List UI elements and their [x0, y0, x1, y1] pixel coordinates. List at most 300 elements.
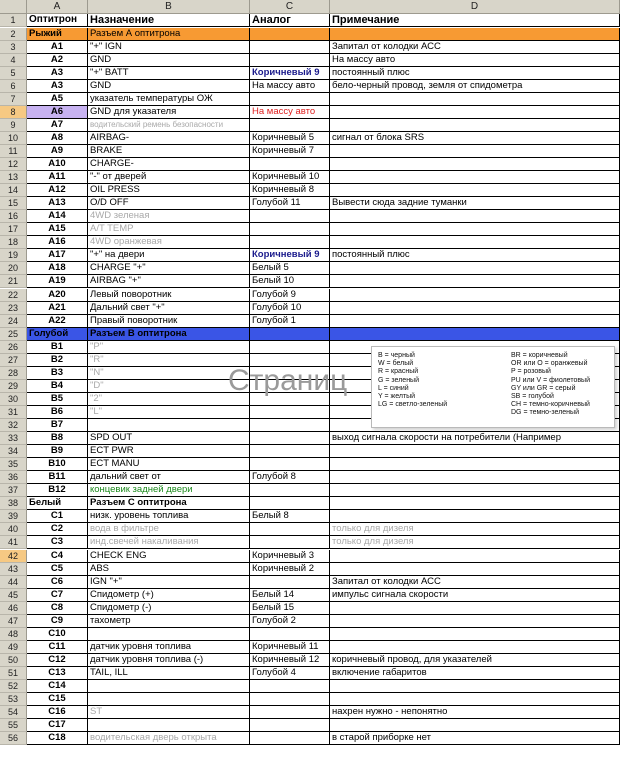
- row-header[interactable]: 7: [0, 93, 27, 106]
- analog-cell[interactable]: Голубой 4: [250, 667, 330, 680]
- pin-cell[interactable]: A17: [27, 249, 88, 262]
- analog-cell[interactable]: [250, 432, 330, 445]
- analog-cell[interactable]: [250, 523, 330, 536]
- row-header[interactable]: 37: [0, 484, 27, 497]
- note-cell[interactable]: [330, 106, 620, 119]
- legend-entry: P = розовый: [511, 368, 551, 376]
- row-header[interactable]: 1: [0, 14, 27, 27]
- pin-cell[interactable]: A12: [27, 184, 88, 197]
- purpose-cell[interactable]: CHECK ENG: [88, 550, 250, 563]
- analog-cell[interactable]: [250, 419, 330, 432]
- row-header[interactable]: 23: [0, 302, 27, 315]
- purpose-cell[interactable]: [88, 719, 250, 732]
- pin-cell[interactable]: A6: [27, 106, 88, 119]
- note-cell[interactable]: включение габаритов: [330, 667, 620, 680]
- analog-cell[interactable]: Голубой 8: [250, 471, 330, 484]
- row-header[interactable]: 52: [0, 680, 27, 693]
- pin-cell[interactable]: C10: [27, 628, 88, 641]
- row-header[interactable]: 54: [0, 706, 27, 719]
- header-analog[interactable]: Аналог: [250, 14, 330, 27]
- purpose-cell[interactable]: GND: [88, 80, 250, 93]
- note-cell[interactable]: в старой приборке нет: [330, 732, 620, 745]
- purpose-cell[interactable]: O/D OFF: [88, 197, 250, 210]
- row-header[interactable]: 38: [0, 497, 27, 510]
- purpose-cell[interactable]: Спидометр (+): [88, 589, 250, 602]
- purpose-cell[interactable]: TAIL, ILL: [88, 667, 250, 680]
- pin-cell[interactable]: B10: [27, 458, 88, 471]
- purpose-cell[interactable]: инд.свечей накаливания: [88, 536, 250, 549]
- purpose-cell[interactable]: "L": [88, 406, 250, 419]
- pin-cell[interactable]: A3: [27, 80, 88, 93]
- header-purpose[interactable]: Назначение: [88, 14, 250, 27]
- row-header[interactable]: 26: [0, 341, 27, 354]
- row-header[interactable]: 25: [0, 328, 27, 341]
- purpose-cell[interactable]: 4WD зеленая: [88, 210, 250, 223]
- table-row: [0, 432, 625, 445]
- purpose-cell[interactable]: [88, 628, 250, 641]
- row-header[interactable]: 44: [0, 576, 27, 589]
- purpose-cell[interactable]: A/T TEMP: [88, 223, 250, 236]
- analog-cell[interactable]: Белый 8: [250, 510, 330, 523]
- pin-cell[interactable]: A16: [27, 236, 88, 249]
- row-header[interactable]: 55: [0, 719, 27, 732]
- analog-cell[interactable]: [250, 693, 330, 706]
- legend-entry: B = черный: [378, 352, 415, 359]
- row-header[interactable]: 5: [0, 67, 27, 80]
- note-cell[interactable]: [330, 315, 620, 328]
- row-header[interactable]: 51: [0, 667, 27, 680]
- pin-cell[interactable]: B11: [27, 471, 88, 484]
- pin-cell[interactable]: B6: [27, 406, 88, 419]
- purpose-cell[interactable]: Разъем А оптитрона: [88, 28, 250, 41]
- row-header[interactable]: 50: [0, 654, 27, 667]
- table-row: [0, 106, 625, 119]
- note-cell[interactable]: [330, 550, 620, 563]
- analog-cell[interactable]: [250, 28, 330, 41]
- row-header[interactable]: 31: [0, 406, 27, 419]
- analog-cell[interactable]: [250, 54, 330, 67]
- legend-entry: L = синий: [378, 384, 409, 392]
- purpose-cell[interactable]: датчик уровня топлива: [88, 641, 250, 654]
- purpose-cell[interactable]: CHARGE-: [88, 158, 250, 171]
- purpose-cell[interactable]: низк. уровень топлива: [88, 510, 250, 523]
- note-cell[interactable]: постоянный плюс: [330, 249, 620, 262]
- purpose-cell[interactable]: концевик задней двери: [88, 484, 250, 497]
- row-header[interactable]: 43: [0, 563, 27, 576]
- note-cell[interactable]: [330, 223, 620, 236]
- note-cell[interactable]: [330, 641, 620, 654]
- analog-cell[interactable]: Коричневый 5: [250, 132, 330, 145]
- pin-cell[interactable]: C8: [27, 602, 88, 615]
- analog-cell[interactable]: Коричневый 9: [250, 67, 330, 80]
- analog-cell[interactable]: На массу авто: [250, 80, 330, 93]
- pin-cell[interactable]: A5: [27, 93, 88, 106]
- pin-cell[interactable]: B9: [27, 445, 88, 458]
- note-cell[interactable]: постоянный плюс: [330, 67, 620, 80]
- select-all-corner[interactable]: [0, 0, 27, 14]
- purpose-cell[interactable]: "-" от дверей: [88, 171, 250, 184]
- table-row: [0, 184, 625, 197]
- analog-cell[interactable]: Белый 14: [250, 589, 330, 602]
- row-header[interactable]: 45: [0, 589, 27, 602]
- analog-cell[interactable]: Голубой 1: [250, 315, 330, 328]
- pin-cell[interactable]: C16: [27, 706, 88, 719]
- purpose-cell[interactable]: [88, 680, 250, 693]
- pin-cell[interactable]: Рыжий: [27, 28, 88, 41]
- table-row: [0, 602, 625, 615]
- analog-cell[interactable]: Коричневый 11: [250, 641, 330, 654]
- row-header[interactable]: 46: [0, 602, 27, 615]
- pin-cell[interactable]: A21: [27, 302, 88, 315]
- note-cell[interactable]: [330, 497, 620, 510]
- analog-cell[interactable]: [250, 732, 330, 745]
- row-header[interactable]: 29: [0, 380, 27, 393]
- note-cell[interactable]: [330, 719, 620, 732]
- table-row: [0, 536, 625, 549]
- row-header[interactable]: 40: [0, 523, 27, 536]
- pin-cell[interactable]: C18: [27, 732, 88, 745]
- pin-cell[interactable]: A10: [27, 158, 88, 171]
- note-cell[interactable]: [330, 445, 620, 458]
- purpose-cell[interactable]: водительская дверь открыта: [88, 732, 250, 745]
- row-header[interactable]: 41: [0, 536, 27, 549]
- purpose-cell[interactable]: OIL PRESS: [88, 184, 250, 197]
- analog-cell[interactable]: [250, 458, 330, 471]
- pin-cell[interactable]: C13: [27, 667, 88, 680]
- analog-cell[interactable]: [250, 497, 330, 510]
- analog-cell[interactable]: Белый 5: [250, 262, 330, 275]
- analog-cell[interactable]: Коричневый 7: [250, 145, 330, 158]
- legend-entry: G = зеленый: [378, 376, 419, 384]
- note-cell[interactable]: [330, 158, 620, 171]
- row-header[interactable]: 32: [0, 419, 27, 432]
- row-header[interactable]: 13: [0, 171, 27, 184]
- row-header[interactable]: 34: [0, 445, 27, 458]
- row-header[interactable]: 49: [0, 641, 27, 654]
- pin-cell[interactable]: A14: [27, 210, 88, 223]
- note-cell[interactable]: [330, 328, 620, 341]
- pin-cell[interactable]: B12: [27, 484, 88, 497]
- analog-cell[interactable]: Голубой 11: [250, 197, 330, 210]
- pin-cell[interactable]: A3: [27, 67, 88, 80]
- purpose-cell[interactable]: дальний свет от: [88, 471, 250, 484]
- pin-cell[interactable]: C14: [27, 680, 88, 693]
- note-cell[interactable]: [330, 289, 620, 302]
- analog-cell[interactable]: [250, 719, 330, 732]
- note-cell[interactable]: [330, 602, 620, 615]
- table-row: [0, 223, 625, 236]
- purpose-cell[interactable]: Разъем С оптитрона: [88, 497, 250, 510]
- analog-cell[interactable]: Коричневый 12: [250, 654, 330, 667]
- pin-cell[interactable]: A15: [27, 223, 88, 236]
- pin-cell[interactable]: A20: [27, 289, 88, 302]
- analog-cell[interactable]: Коричневый 10: [250, 171, 330, 184]
- note-cell[interactable]: [330, 93, 620, 106]
- column-header-d[interactable]: D: [330, 0, 620, 14]
- pin-cell[interactable]: A8: [27, 132, 88, 145]
- note-cell[interactable]: На массу авто: [330, 54, 620, 67]
- purpose-cell[interactable]: IGN "+": [88, 576, 250, 589]
- purpose-cell[interactable]: 4WD оранжевая: [88, 236, 250, 249]
- color-legend-box[interactable]: [371, 346, 615, 428]
- purpose-cell[interactable]: AIRBAG-: [88, 132, 250, 145]
- purpose-cell[interactable]: "P": [88, 341, 250, 354]
- row-header[interactable]: 22: [0, 289, 27, 302]
- table-row: [0, 119, 625, 132]
- purpose-cell[interactable]: вода в фильтре: [88, 523, 250, 536]
- pin-cell[interactable]: A2: [27, 54, 88, 67]
- row-header[interactable]: 20: [0, 262, 27, 275]
- pin-cell[interactable]: B5: [27, 393, 88, 406]
- row-header[interactable]: 3: [0, 41, 27, 54]
- row-header[interactable]: 35: [0, 458, 27, 471]
- row-header[interactable]: 19: [0, 249, 27, 262]
- purpose-cell[interactable]: ABS: [88, 563, 250, 576]
- purpose-cell[interactable]: датчик уровня топлива (-): [88, 654, 250, 667]
- row-header[interactable]: 11: [0, 145, 27, 158]
- analog-cell[interactable]: [250, 576, 330, 589]
- legend-entry: BR = коричневый: [511, 352, 568, 359]
- note-cell[interactable]: [330, 184, 620, 197]
- note-cell[interactable]: сигнал от блока SRS: [330, 132, 620, 145]
- row-header[interactable]: 8: [0, 106, 27, 119]
- pin-cell[interactable]: C3: [27, 536, 88, 549]
- analog-cell[interactable]: [250, 484, 330, 497]
- analog-cell[interactable]: [250, 536, 330, 549]
- pin-cell[interactable]: C9: [27, 615, 88, 628]
- row-header[interactable]: 16: [0, 210, 27, 223]
- purpose-cell[interactable]: ECT PWR: [88, 445, 250, 458]
- note-cell[interactable]: [330, 236, 620, 249]
- pin-cell[interactable]: C12: [27, 654, 88, 667]
- purpose-cell[interactable]: BRAKE: [88, 145, 250, 158]
- purpose-cell[interactable]: "+" IGN: [88, 41, 250, 54]
- note-cell[interactable]: [330, 484, 620, 497]
- row-header[interactable]: 33: [0, 432, 27, 445]
- pin-cell[interactable]: B8: [27, 432, 88, 445]
- purpose-cell[interactable]: тахометр: [88, 615, 250, 628]
- pin-cell[interactable]: C15: [27, 693, 88, 706]
- row-header[interactable]: 4: [0, 54, 27, 67]
- pin-cell[interactable]: C5: [27, 563, 88, 576]
- note-cell[interactable]: [330, 680, 620, 693]
- row-header[interactable]: 27: [0, 354, 27, 367]
- header-optitron[interactable]: Оптитрон: [27, 14, 88, 27]
- row-header[interactable]: 28: [0, 367, 27, 380]
- note-cell[interactable]: [330, 510, 620, 523]
- analog-cell[interactable]: [250, 706, 330, 719]
- row-header[interactable]: 17: [0, 223, 27, 236]
- purpose-cell[interactable]: "+" BATT: [88, 67, 250, 80]
- table-row: [0, 445, 625, 458]
- purpose-cell[interactable]: "+" на двери: [88, 249, 250, 262]
- pin-cell[interactable]: C7: [27, 589, 88, 602]
- row-header[interactable]: 15: [0, 197, 27, 210]
- purpose-cell[interactable]: Правый поворотник: [88, 315, 250, 328]
- pin-cell[interactable]: A18: [27, 262, 88, 275]
- note-cell[interactable]: [330, 615, 620, 628]
- note-cell[interactable]: Запитал от колодки АСС: [330, 576, 620, 589]
- pin-cell[interactable]: A7: [27, 119, 88, 132]
- table-row: [0, 93, 625, 106]
- row-header[interactable]: 24: [0, 315, 27, 328]
- row-header[interactable]: 2: [0, 28, 27, 41]
- analog-cell[interactable]: Коричневый 8: [250, 184, 330, 197]
- pin-cell[interactable]: C17: [27, 719, 88, 732]
- purpose-cell[interactable]: [88, 693, 250, 706]
- pin-cell[interactable]: C6: [27, 576, 88, 589]
- section-row: [0, 497, 625, 510]
- row-header[interactable]: 12: [0, 158, 27, 171]
- header-note[interactable]: Примечание: [330, 14, 620, 27]
- note-cell[interactable]: [330, 210, 620, 223]
- purpose-cell[interactable]: [88, 419, 250, 432]
- analog-cell[interactable]: Голубой 10: [250, 302, 330, 315]
- note-cell[interactable]: выход сигнала скорости на потребители (Например: [330, 432, 620, 445]
- pin-cell[interactable]: A9: [27, 145, 88, 158]
- table-row: [0, 145, 625, 158]
- purpose-cell[interactable]: "2": [88, 393, 250, 406]
- pin-cell[interactable]: C4: [27, 550, 88, 563]
- analog-cell[interactable]: Голубой 9: [250, 289, 330, 302]
- analog-cell[interactable]: [250, 341, 330, 354]
- analog-cell[interactable]: Белый 15: [250, 602, 330, 615]
- purpose-cell[interactable]: AIRBAG "+": [88, 275, 250, 288]
- note-cell[interactable]: коричневый провод, для указателей: [330, 654, 620, 667]
- purpose-cell[interactable]: "D": [88, 380, 250, 393]
- purpose-cell[interactable]: GND для указателя: [88, 106, 250, 119]
- table-row: [0, 315, 625, 328]
- row-header[interactable]: 47: [0, 615, 27, 628]
- note-cell[interactable]: нахрен нужно - непонятно: [330, 706, 620, 719]
- table-header-row: [0, 14, 625, 27]
- note-cell[interactable]: Запитал от колодки АСС: [330, 41, 620, 54]
- column-header-a[interactable]: A: [27, 0, 88, 14]
- note-cell[interactable]: [330, 262, 620, 275]
- analog-cell[interactable]: [250, 406, 330, 419]
- note-cell[interactable]: импульс сигнала скорости: [330, 589, 620, 602]
- row-header[interactable]: 56: [0, 732, 27, 745]
- pin-cell[interactable]: B1: [27, 341, 88, 354]
- purpose-cell[interactable]: Разъем В оптитрона: [88, 328, 250, 341]
- note-cell[interactable]: [330, 628, 620, 641]
- purpose-cell[interactable]: ST: [88, 706, 250, 719]
- pin-cell[interactable]: B7: [27, 419, 88, 432]
- column-header-c[interactable]: C: [250, 0, 330, 14]
- row-header[interactable]: 36: [0, 471, 27, 484]
- purpose-cell[interactable]: Дальний свет "+": [88, 302, 250, 315]
- analog-cell[interactable]: [250, 210, 330, 223]
- analog-cell[interactable]: [250, 158, 330, 171]
- note-cell[interactable]: только для дизеля: [330, 523, 620, 536]
- pin-cell[interactable]: A19: [27, 275, 88, 288]
- table-row: [0, 458, 625, 471]
- table-row: [0, 249, 625, 262]
- row-header[interactable]: 42: [0, 550, 27, 563]
- analog-cell[interactable]: На массу авто: [250, 106, 330, 119]
- row-header[interactable]: 10: [0, 132, 27, 145]
- pin-cell[interactable]: B2: [27, 354, 88, 367]
- table-row: [0, 667, 625, 680]
- purpose-cell[interactable]: "R": [88, 354, 250, 367]
- analog-cell[interactable]: [250, 328, 330, 341]
- analog-cell[interactable]: [250, 41, 330, 54]
- purpose-cell[interactable]: Левый поворотник: [88, 289, 250, 302]
- table-row: [0, 719, 625, 732]
- purpose-cell[interactable]: GND: [88, 54, 250, 67]
- pin-cell[interactable]: A1: [27, 41, 88, 54]
- analog-cell[interactable]: Коричневый 9: [250, 249, 330, 262]
- purpose-cell[interactable]: CHARGE "+": [88, 262, 250, 275]
- note-cell[interactable]: [330, 275, 620, 288]
- pin-cell[interactable]: A13: [27, 197, 88, 210]
- row-header[interactable]: 48: [0, 628, 27, 641]
- note-cell[interactable]: [330, 28, 620, 41]
- pin-cell[interactable]: B4: [27, 380, 88, 393]
- row-header[interactable]: 9: [0, 119, 27, 132]
- pin-cell[interactable]: A11: [27, 171, 88, 184]
- analog-cell[interactable]: [250, 628, 330, 641]
- note-cell[interactable]: [330, 302, 620, 315]
- purpose-cell[interactable]: ECT MANU: [88, 458, 250, 471]
- pin-cell[interactable]: Голубой: [27, 328, 88, 341]
- column-header-b[interactable]: B: [88, 0, 250, 14]
- purpose-cell[interactable]: SPD OUT: [88, 432, 250, 445]
- row-header[interactable]: 30: [0, 393, 27, 406]
- analog-cell[interactable]: [250, 445, 330, 458]
- table-row: [0, 41, 625, 54]
- row-header[interactable]: 39: [0, 510, 27, 523]
- section-row: [0, 28, 625, 41]
- analog-cell[interactable]: Белый 10: [250, 275, 330, 288]
- note-cell[interactable]: [330, 563, 620, 576]
- analog-cell[interactable]: [250, 93, 330, 106]
- note-cell[interactable]: [330, 693, 620, 706]
- analog-cell[interactable]: [250, 236, 330, 249]
- pin-cell[interactable]: C2: [27, 523, 88, 536]
- row-header[interactable]: 18: [0, 236, 27, 249]
- note-cell[interactable]: [330, 171, 620, 184]
- analog-cell[interactable]: [250, 680, 330, 693]
- pin-cell[interactable]: Белый: [27, 497, 88, 510]
- note-cell[interactable]: [330, 458, 620, 471]
- note-cell[interactable]: [330, 471, 620, 484]
- purpose-cell[interactable]: "N": [88, 367, 250, 380]
- row-header[interactable]: 21: [0, 275, 27, 288]
- pin-cell[interactable]: A22: [27, 315, 88, 328]
- note-cell[interactable]: [330, 119, 620, 132]
- analog-cell[interactable]: [250, 119, 330, 132]
- pin-cell[interactable]: B3: [27, 367, 88, 380]
- analog-cell[interactable]: Коричневый 3: [250, 550, 330, 563]
- note-cell[interactable]: Вывести сюда задние туманки: [330, 197, 620, 210]
- purpose-cell[interactable]: указатель температуры ОЖ: [88, 93, 250, 106]
- pin-cell[interactable]: C11: [27, 641, 88, 654]
- analog-cell[interactable]: Голубой 2: [250, 615, 330, 628]
- analog-cell[interactable]: Коричневый 2: [250, 563, 330, 576]
- analog-cell[interactable]: [250, 223, 330, 236]
- row-header[interactable]: 6: [0, 80, 27, 93]
- note-cell[interactable]: бело-черный провод, земля от спидометра: [330, 80, 620, 93]
- pin-cell[interactable]: C1: [27, 510, 88, 523]
- note-cell[interactable]: только для дизеля: [330, 536, 620, 549]
- purpose-cell[interactable]: Спидометр (-): [88, 602, 250, 615]
- note-cell[interactable]: [330, 145, 620, 158]
- table-row: [0, 589, 625, 602]
- row-header[interactable]: 14: [0, 184, 27, 197]
- purpose-cell[interactable]: водительский ремень безопасности: [88, 119, 250, 132]
- row-header[interactable]: 53: [0, 693, 27, 706]
